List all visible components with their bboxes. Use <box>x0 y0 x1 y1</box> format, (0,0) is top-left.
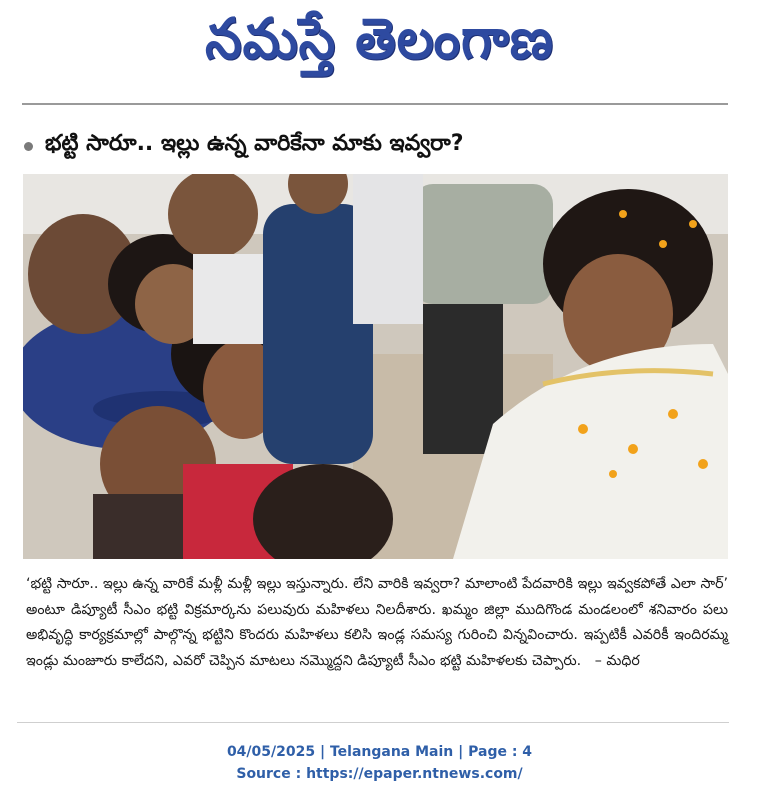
bullet-icon <box>24 142 33 151</box>
article-dateline: – మధిర <box>594 652 640 669</box>
newspaper-logo: నమస్తే తెలంగాణ <box>205 6 554 72</box>
headline <box>22 126 732 166</box>
footer <box>0 741 759 785</box>
article-text: ‘భట్టి సారూ.. ఇల్లు ఉన్న వారికే మళ్లీ మళ్లీ ఇల్లు ఇస్తున్నారు. లేని వారికి ఇవ్వరా? మాలాంటి పేదవారికి ఇల్లు ఇవ్వకపోతే ఎలా సార్’ అంటూ డిప్యూటీ సీఎం భట్టి విక్రమార్కను పలువురు మహిళలు నిలదీశారు. ఖమ్మం జిల్లా ముదిగొండ మండలంలో శనివారం పలు అభివృద్ధి కార్యక్రమాల్లో పాల్గొన్న భట్టిని కొందరు మహిళలు కలిసి ఇండ్ల సమస్య గురించి విన్నవించారు. ఇప్పటికీ ఎవరికీ ఇందిరమ్మ ఇండ్లు మంజూరు కాలేదని, ఎవరో చెప్పిన మాటలు నమ్మొద్దని డిప్యూటీ సీఎం భట్టి మహిళలకు చెప్పారు. <box>26 576 728 669</box>
footer-divider <box>17 722 729 723</box>
header-rule <box>22 103 728 105</box>
news-photo-illustration <box>23 174 728 559</box>
news-photo <box>23 174 728 559</box>
footer-date-line: 04/05/2025 | Telangana Main | Page : 4 <box>226 744 533 760</box>
masthead <box>0 0 759 92</box>
footer-source-line: Source : https://epaper.ntnews.com/ <box>236 766 523 782</box>
headline-text: భట్టి సారూ.. ఇల్లు ఉన్న వారికేనా మాకు ఇవ్వరా? <box>45 131 464 156</box>
article-body <box>26 572 728 674</box>
